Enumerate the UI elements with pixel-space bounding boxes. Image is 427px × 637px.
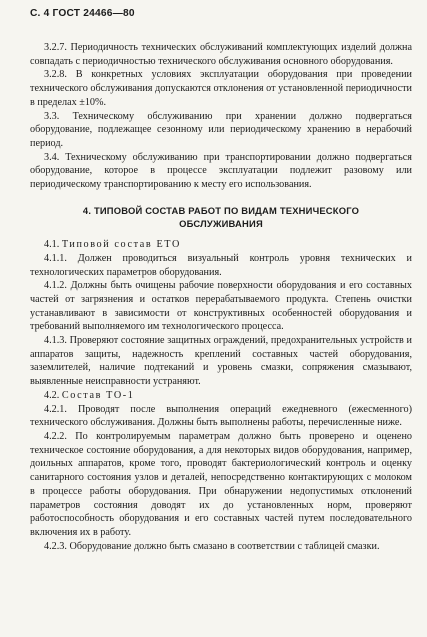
paragraph-4-2-3: 4.2.3. Оборудование должно быть смазано в соответствии с таблицей смазки.	[44, 540, 380, 552]
subsection-number: 4.2.	[44, 389, 60, 401]
paragraph-3-2-7: 3.2.7. Периодичность технических обслуживаний комплектующих изделий должна совпадать с периодичностью технического обслуживания основного оборудования.	[30, 42, 412, 67]
section-heading	[30, 204, 412, 230]
section-heading-line-2: ОБСЛУЖИВАНИЯ	[179, 217, 263, 229]
section-heading-line-1: 4. ТИПОВОЙ СОСТАВ РАБОТ ПО ВИДАМ ТЕХНИЧЕСКОГО	[82, 204, 360, 216]
paragraph-4-2-1: 4.2.1. Проводят после выполнения операций ежедневного (ежесменного) технического обслуживания. Должны быть выполнены работы, перечисленные ниже.	[30, 403, 412, 429]
paragraph-4-1-3: 4.1.3. Проверяют состояние защитных ограждений, предохранительных устройств и аппаратов защиты, надежность креплений составных частей оборудования, заземлителей, наличие подтеканий и уровень смазки, сопряжения смазывают, выявленные неисправности устраняют.	[30, 335, 412, 388]
paragraph-4-1-1: 4.1.1. Должен проводиться визуальный контроль уровня технических и технологических параметров оборудования.	[30, 252, 412, 278]
subsection-number: 4.1.	[44, 239, 60, 251]
paragraph-3-3: 3.3. Техническому обслуживанию при хранении должно подвергаться оборудование, подлежащее сезонному или периодическому хранению в нерабочий период.	[30, 110, 412, 149]
subsection-title: Состав ТО-1	[61, 389, 135, 401]
subsection-4-1-title	[30, 238, 412, 252]
paragraph-3-4: 3.4. Техническому обслуживанию при транспортировании должно подвергаться оборудование, которое в процессе эксплуатации подлежит разовому или периодическому транспортированию к месту его использования.	[30, 151, 412, 191]
subsection-4-2-title	[30, 389, 412, 403]
document-body	[30, 41, 412, 553]
paragraph-4-2-2: 4.2.2. По контролируемым параметрам должно быть проверено и оценено техническое состояние оборудования, а для некоторых видов оборудования, например, доильных аппаратов, кроме того, проводят бактериологический контроль и оценку санитарного состояния узлов и деталей, непосредственно контактирующих с молоком в процессе работы оборудования. При обнаружении недопустимых отклонений параметров состояния доводят их до установленных норм, проверяют работоспособность оборудования и его составных частей путем последовательного включения их в работу.	[30, 430, 412, 538]
subsection-title: Типовой состав ЕТО	[61, 239, 181, 251]
page-header: С. 4 ГОСТ 24466—80	[30, 8, 135, 19]
paragraph-4-1-2: 4.1.2. Должны быть очищены рабочие поверхности оборудования и его составных частей от загрязнения и остатков перерабатываемого продукта. Степень очистки устанавливают в зависимости от конструктивных особенностей оборудования и требований выполняемого им технологического процесса.	[30, 280, 412, 333]
paragraph-3-2-8: 3.2.8. В конкретных условиях эксплуатации оборудования при проведении технического обслуживания допускаются отклонения от установленной периодичности в пределах ±10%.	[30, 69, 412, 108]
